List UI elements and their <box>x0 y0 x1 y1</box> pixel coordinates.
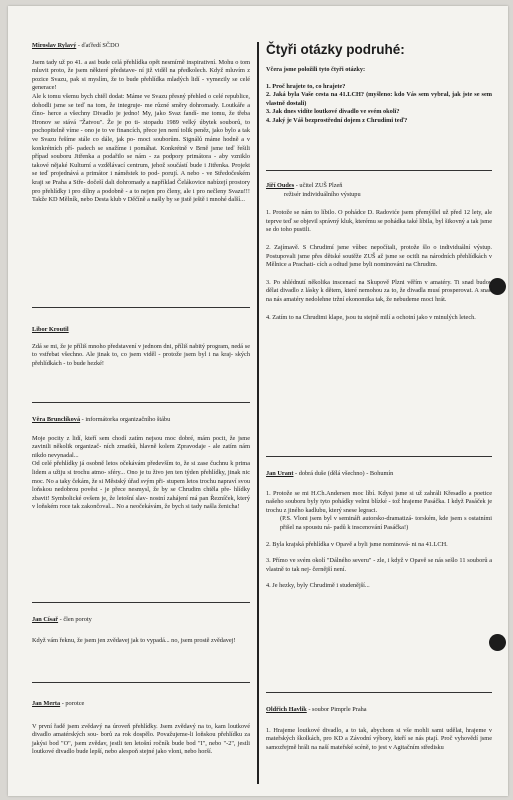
paragraph: Zdá se mi, že je příliš mnoho představení v jednom dni, příliš nabitý program, nedá se to vstřebat všechno. Ale jinak to, co jsem viděl - protože jsem byl i na kraj- ských přehlídkách - to bude hezké! <box>32 342 250 367</box>
answer: 3. Po shlédnutí několika inscenací na Skupově Plzni věřím v amatéry. Ti snad budou dělat divadlo z lásky k dětem, které nemohou za to, že divadla musí prosperovat. A snad na nás amatéry nedolehne tržní ekonomika tak, že nebudeme moci hrát. <box>266 278 492 303</box>
interview-rylavy <box>32 42 250 205</box>
paragraph: Ale k tomu všemu bych chtěl dodat: Máme ve Svazu přesný přehled o celé republice, dohodli jsme se teď na tom, že integruje- me různé směry dohromady. Loutkáře a číno- herce a všechny Divadlo je jedno! My, jako Svaz fandí- me tomu, že třeba Hronov se stává "Žatvou". Že je po ti- stopadu 1989 velký úbytek souborů, to pochopitelně víme - ono je to ve financích, přece jen není tolik peněz, jako bylo a tak ve Svazu řešíme stále co dále, jak po- moci souborům. Signálů máme hodně a v konkrétních pří- padech se snažíme i pomáhat. Konkrétně v Brně jsme teď řešili případ souboru Jitřenka a podařilo se nám - za podpory primátora - aby vzniklo takové nějaké Kulturní a vzdělávací centrum, jehož součástí bude i Jitřenka. Projekt se teď projednává a primátor i náměstek to pod- porují. A nebo - ve Středočeském kraji se Praha a Stře- dočeší dali dohromady a například Čelákovice nabízejí prostory pro přehlídky i pro dílny a podobně - a to nejen pro členy, ale i pro nečleny Svazu!!! Takže KD Mělník, nebo Desta klub v Děčíně a našly by se jistě ještě i mnohé další... <box>32 92 250 204</box>
section-rule <box>266 170 492 171</box>
interviewee-name: Věra Brunclíková <box>32 416 81 423</box>
paragraph: Od celé přehlídky já osobně letos očekávám především to, že si zase čuchnu k prima lidem a užiju si trochu atmo- sféry... Ono je tu živo jen ten týden přehlídky, jinak nic moc. No a taky čekám, že si Městský úřad svým při- stupem letos trochu napraví svou loňskou nedobrou pověst - je přece nesmysl, že by se Chrudim chtěla pře- hlídky zbavit! Symbolické ovšem je, že letošní slav- nostní zahájení má pan Řezníček, který v loňském roce tak zakončoval... No a neočekávám, že bych si tady našla ženicha! <box>32 460 250 511</box>
section-rule <box>32 602 250 603</box>
interview-cisar <box>32 616 250 645</box>
answer: 1. Protože se nám to líbilo. O pohádce D. Radoviće jsem přemýšlel už před 12 lety, ale teprve teď se objevil správný kluk, kterému se pohádka také líbila, byl šikovný a tak jsme se do toho pustili. <box>266 209 492 234</box>
interviewee-name: Libor Kroutil <box>32 326 69 333</box>
questions-intro: Včera jsme položili tyto čtyři otázky: <box>266 66 366 73</box>
interviewee-role: - porotce <box>60 700 85 707</box>
newspaper-page <box>8 6 508 796</box>
section-rule <box>266 456 492 457</box>
section-rule <box>266 692 492 693</box>
column-divider <box>257 42 259 784</box>
paragraph: Jsem tady už po 41. a asi bude celá přehlídka opět nesmírně inspirativní. Mohu o tom mluvit proto, že jsem některé představe- ní již viděl na předkolech. Když mluvím z pozice Svazu, pak si myslím, že to bude přehlídka mladých lidí - vymezily se celé generace! <box>32 58 250 92</box>
answer: 1. Hrajeme loutkové divadlo, a to tak, abychom si vše mohli sami udělat, hrajeme v mateřských školkách, pro KD a Závodní výbory, kteří se nás ptají. Proč vyhovědí jsme samozřejmě hráli na naší mateřské scéně, to jest v Agitačním středisku <box>266 726 492 751</box>
answer: 1. Protože se mi H.Ch.Andersen moc líbí. Kdysi jsme si už zahráli Křesadlo a poetice našeho souboru byly tyto pohádky velmi blízké - tož hrajeme Pasáčka. I když Pasáček je trochu z jiného kadlubu, který snese legraci. <box>266 489 492 514</box>
interviewee-name: Jan Urant <box>266 470 294 477</box>
answer: 4. Zatím to na Chrudimi klape, jsou tu stejně milí a ochotní jako v minulých letech. <box>266 313 476 321</box>
answer: 2. Zajímavě. S Chrudimí jsme vůbec nepočítali, protože šlo o individuální výstup. Postupovali jsme přes dětské soutěže ZUŠ až jsme se ocitli na národních přehlídkách v Mělnice a Prachati- cích a odtud jsme byli nominováni na Chrudim. <box>266 243 492 269</box>
interviewee-name: Miroslav Rylavý <box>32 42 77 49</box>
paragraph: Když vám řeknu, že jsem jen zvědavej jak to vypadá... no, jsem prostě zvědavej! <box>32 636 236 644</box>
interviewee-role: - informátorka organizačního štábu <box>80 416 171 423</box>
question-item: 2. Jaká byla Vaše cesta na 41.LCH? (myšleno: kdo Vás sem vybral, jak jste se sem vlastně dostali) <box>266 91 492 107</box>
interview-brunclikova <box>32 416 250 512</box>
section-rule <box>32 307 250 308</box>
interviewee-subrole: režisér individuálního výstupu <box>284 190 361 198</box>
interviewee-role: - soubor Pimprle Praha <box>306 706 367 713</box>
interviewee-role: - dobrá duše (dělá všechno) - Bohumín <box>293 470 394 477</box>
answers-havlik <box>266 706 492 752</box>
answer: 3. Přímo ve svém okolí "Dálného severu" - zle, i když v Opavě se nás sešlo 11 souborů a vlastně to tak nej- černější není. <box>266 557 492 573</box>
question-item: 1. Proč hrajete to, co hrajete? <box>266 82 346 90</box>
interviewee-name: Jiří Oudes <box>266 182 295 189</box>
answer: 2. Byla krajská přehlídka v Opavě a byli jsme nominová- ni na 41.LCH. <box>266 540 448 548</box>
paragraph: Moje pocity z lidí, kteří sem chodí zatím nejsou moc dobré, mám pocit, že jsme zavinili několik organizač- ních zmatků, hlavně kolem Zpravodaje - ale zatím nám nikdo nevynadal... <box>32 434 250 459</box>
answers-oudes <box>266 182 492 322</box>
paragraph: V první řadě jsem zvědavý na úroveň přehlídky. Jsem zvědavý na to, kam loutkové divadlo amatérských sou- borů za rok dospělo. Považujeme-li loňskou přehlídku za jakýsi bod "O", jsem zvědav, jestli ten letošní ročník bude bod "I", nebo "-2", jestli loutkové divadlo bude lepší, nebo alespoň stejné jako vloni, nebo horší. <box>32 722 250 756</box>
interview-kroutil <box>32 326 250 368</box>
answer-note: (P.S. Vloni jsem byl v semináři autorsko-dramatizá- torském, kde jsem s ostatními přišel na spoustu ná- padů k inscenování Pasáčka!) <box>280 515 492 531</box>
interviewee-name: Jan Císař <box>32 616 59 623</box>
questions-list <box>266 83 492 126</box>
interviewee-name: Oldřich Havlík <box>266 706 307 713</box>
interviewee-name: Jan Merta <box>32 700 61 707</box>
punch-hole <box>489 634 506 651</box>
answers-urant <box>266 470 492 591</box>
questions-box <box>266 42 492 126</box>
answer: 4. Je hezky, byly Chrudimě i studenější... <box>266 582 370 590</box>
page-title: Čtyři otázky podruhé: <box>266 42 405 57</box>
section-rule <box>32 682 250 683</box>
interviewee-role: - učitel ZUŠ Plzeň <box>294 182 343 189</box>
interviewee-role: - člen poroty <box>58 616 92 623</box>
interview-merta <box>32 700 250 757</box>
question-item: 4. Jaký je Váš bezprostřední dojem z Chrudimi teď? <box>266 116 408 124</box>
question-item: 3. Jak dnes vidíte loutkové divadlo ve svém okolí? <box>266 108 400 116</box>
interviewee-role: - ďaťředí SČDO <box>76 42 120 49</box>
section-rule <box>32 402 250 403</box>
